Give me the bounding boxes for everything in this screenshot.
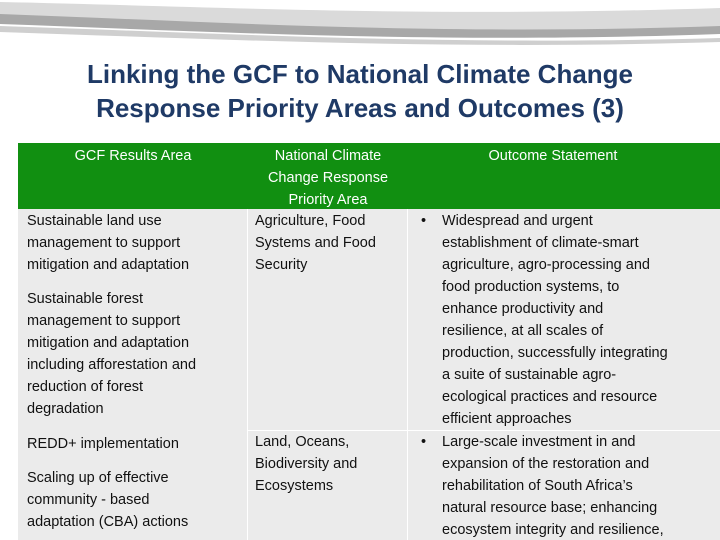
national-area-land-oceans xyxy=(255,431,357,497)
national-area-agriculture xyxy=(255,210,376,276)
table-header-row xyxy=(18,143,720,209)
cell-line: ecological practices and resource xyxy=(442,389,658,405)
gcf-area-sustainable-forest xyxy=(27,288,196,420)
cell-line: mitigation and adaptation xyxy=(27,335,190,351)
title-line: Response Priority Areas and Outcomes (3) xyxy=(96,93,624,123)
header-gcf-results-area: GCF Results Area xyxy=(74,148,192,164)
cell-line: Ecosystems xyxy=(255,478,334,494)
outcomes-table xyxy=(18,143,720,540)
cell-line: including afforestation and xyxy=(27,357,197,373)
cell-line: enhance productivity and xyxy=(442,301,604,317)
cell-line: Systems and Food xyxy=(255,235,376,251)
cell-line: Security xyxy=(255,257,308,273)
cell-line: production, successfully integrating xyxy=(442,345,668,361)
cell-line: expansion of the restoration and xyxy=(442,456,650,472)
column-divider xyxy=(407,209,408,540)
slide-title xyxy=(0,57,720,125)
bullet-icon: • xyxy=(421,434,427,450)
cell-line: food production systems, to xyxy=(442,279,620,295)
top-decoration xyxy=(0,0,720,50)
header-outcome-statement: Outcome Statement xyxy=(488,148,618,164)
title-line: Linking the GCF to National Climate Change xyxy=(86,59,634,89)
header-line: Priority Area xyxy=(288,192,368,208)
outcome-text xyxy=(442,210,668,430)
cell-line: adaptation (CBA) actions xyxy=(27,514,189,530)
column-divider xyxy=(247,209,248,540)
bullet-icon: • xyxy=(421,213,427,229)
gcf-area-cba-actions xyxy=(27,467,188,533)
cell-line: Large-scale investment in and xyxy=(442,434,636,450)
gcf-area-sustainable-land-use xyxy=(27,210,189,276)
cell-line: mitigation and adaptation xyxy=(27,257,190,273)
cell-line: REDD+ implementation xyxy=(27,436,179,452)
cell-line: management to support xyxy=(27,235,181,251)
cell-line: agriculture, agro-processing and xyxy=(442,257,650,273)
cell-line: community - based xyxy=(27,492,150,508)
cell-line: reduction of forest xyxy=(27,379,144,395)
cell-line: Agriculture, Food xyxy=(255,213,366,229)
cell-line: rehabilitation of South Africa’s xyxy=(442,478,633,494)
cell-line: natural resource base; enhancing xyxy=(442,500,658,516)
cell-line: efficient approaches xyxy=(442,411,572,427)
cell-line: Sustainable land use xyxy=(27,213,162,229)
cell-line: ecosystem integrity and resilience, xyxy=(442,522,664,538)
header-national-priority-area xyxy=(248,145,408,211)
cell-line: Biodiversity and xyxy=(255,456,358,472)
cell-line: Sustainable forest xyxy=(27,291,144,307)
cell-line: resilience, at all scales of xyxy=(442,323,604,339)
cell-line: Scaling up of effective xyxy=(27,470,169,486)
gcf-area-redd-plus xyxy=(27,433,179,455)
outcome-text xyxy=(442,431,664,540)
table-body xyxy=(18,209,720,540)
cell-line: a suite of sustainable agro- xyxy=(442,367,617,383)
cell-line: Land, Oceans, xyxy=(255,434,350,450)
cell-line: management to support xyxy=(27,313,181,329)
header-line: Change Response xyxy=(267,170,389,186)
header-line: National Climate xyxy=(274,148,382,164)
cell-line: degradation xyxy=(27,401,104,417)
cell-line: establishment of climate-smart xyxy=(442,235,639,251)
cell-line: Widespread and urgent xyxy=(442,213,593,229)
